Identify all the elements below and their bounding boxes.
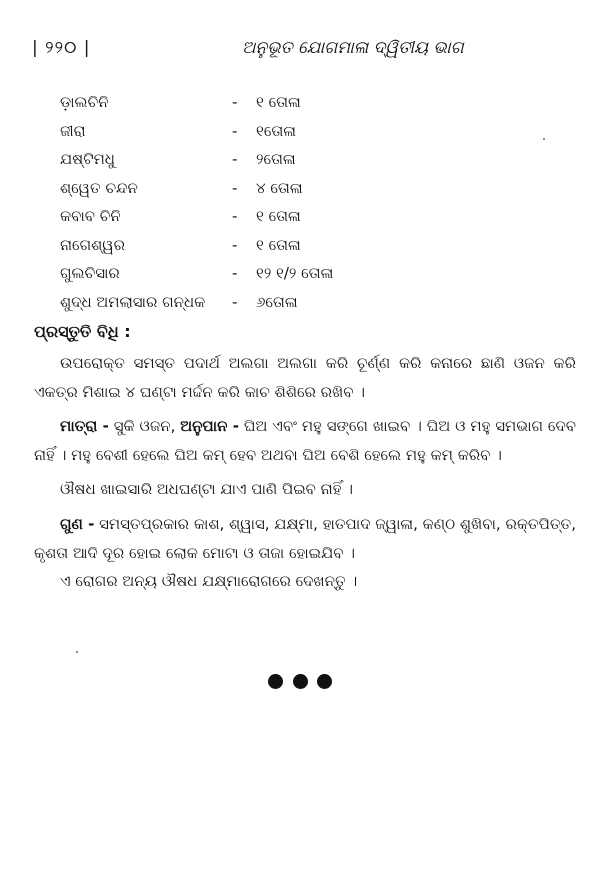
ingredient-row: [60, 145, 520, 174]
page-header: [32, 38, 560, 64]
ingredient-quantity: ୪ ତୋଳା: [256, 178, 303, 197]
preparation-paragraph: ଉପରୋକ୍ତ ସମସ୍ତ ପଦାର୍ଥ ଅଲଗା ଅଲଗା କରି ଚୂର୍ଣ୍ଣ କରି କନାରେ ଛାଣି ଓଜନ କରି ଏକତ୍ର ମିଶାଇ ୪ ଘଣ୍ଟା ମର୍ଦ୍ଦନ କରି କାଚ ଶିଶିରେ ରଖିବ ।: [34, 354, 576, 401]
ingredient-dash: -: [232, 292, 238, 311]
ingredient-quantity: ୧ତୋଳା: [256, 121, 296, 140]
ingredient-quantity: ୧ ତୋଳା: [256, 207, 301, 225]
ingredient-name: ଯଷ୍ଟିମଧୁ: [60, 150, 115, 168]
ingredient-row: [60, 117, 520, 146]
ingredient-name: ଶ୍ୱେତ ଚନ୍ଦନ: [60, 178, 138, 197]
ingredient-dash: -: [232, 264, 238, 282]
dosage-label: ମାତ୍ରା -: [60, 417, 109, 435]
ornament-dot-icon: [268, 674, 283, 689]
ingredient-name: ଡ଼ାଲଚିନି: [60, 93, 109, 111]
page-number: | ୨୨୦ |: [32, 38, 91, 58]
ingredient-name: କବାବ ଚିନି: [60, 207, 121, 225]
ingredient-dash: -: [232, 93, 238, 111]
ingredient-row: [60, 288, 520, 317]
ornament-dot-icon: [293, 674, 308, 689]
section-end-ornament: [0, 674, 600, 693]
benefits-paragraph: [34, 510, 576, 568]
ingredient-quantity: ୧୨ ୧/୨ ତୋଳା: [256, 264, 334, 282]
print-speck: [543, 138, 545, 140]
ingredient-quantity: ୧ ତୋଳା: [256, 93, 301, 111]
ingredient-quantity: ୬ତୋଳା: [256, 292, 298, 311]
ingredient-dash: -: [232, 207, 238, 225]
ingredient-list: [60, 88, 520, 316]
ingredient-row: [60, 174, 520, 203]
running-title: ଅନୁଭୂତ ଯୋଗମାଳା ଦ୍ୱିତୀୟ ଭାଗ: [242, 38, 464, 58]
dosage-text: ସୁକି ଓଜନ,: [108, 417, 181, 435]
ingredient-row: [60, 259, 520, 288]
ingredient-dash: -: [232, 121, 238, 140]
benefits-label: ଗୁଣ -: [60, 515, 95, 533]
anupan-label: ଅନୁପାନ -: [180, 417, 240, 435]
note-paragraph: ଏ ରୋଗର ଅନ୍ୟ ଔଷଧ ଯକ୍ଷ୍ମାରୋଗରେ ଦେଖନ୍ତୁ ।: [60, 572, 358, 590]
print-speck: [76, 651, 78, 653]
ingredient-quantity: ୨ତୋଳା: [256, 150, 296, 168]
ingredient-row: [60, 231, 520, 260]
anupan-text: ଘିଅ ଏବଂ ମହୁ ସଙ୍ଗେ ଖାଇବ । ଘିଅ ଓ ମହୁ ସମଭାଗ ଦେବ ନାହିଁ । ମହୁ ବେଶୀ ହେଲେ ଘିଅ କମ୍ ହେବ ଅଥବା ଘିଅ ବେଶି ହେଲେ ମହୁ କମ୍ କରିବ ।: [34, 417, 576, 464]
ingredient-dash: -: [232, 150, 238, 168]
ornament-dot-icon: [317, 674, 332, 689]
preparation-heading: ପ୍ରସ୍ତୁତି ବିଧି :: [34, 322, 131, 341]
dosage-paragraph: [34, 412, 576, 470]
ingredient-name: ଶୁଦ୍ଧ ଅମଲାସାର ଗନ୍ଧକ: [60, 292, 206, 311]
ingredient-name: ଗୁଲଚିସାର: [60, 264, 120, 282]
ingredient-row: [60, 202, 520, 231]
benefits-text: ସମସ୍ତପ୍ରକାର କାଶ, ଶ୍ୱାସ, ଯକ୍ଷ୍ମା, ହାତପାଦ ଜ୍ୱାଳା, କଣ୍ଠ ଶୁଖିବା, ରକ୍ତପିତ୍ତ, କୃଶତା ଆଦି ଦୂର ହୋଇ ଲୋକ ମୋଟା ଓ ତାଜା ହୋଇଯିବ ।: [34, 515, 576, 562]
ingredient-quantity: ୧ ତୋଳା: [256, 235, 301, 254]
ingredient-dash: -: [232, 178, 238, 197]
ingredient-name: ନାଗେଶ୍ୱର: [60, 235, 125, 254]
ingredient-dash: -: [232, 235, 238, 254]
ingredient-name: ଜୀରା: [60, 121, 86, 140]
caution-paragraph: ଔଷଧ ଖାଇସାରି ଅଧଘଣ୍ଟା ଯାଏ ପାଣି ପିଇବ ନାହିଁ ।: [60, 480, 353, 498]
ingredient-row: [60, 88, 520, 117]
